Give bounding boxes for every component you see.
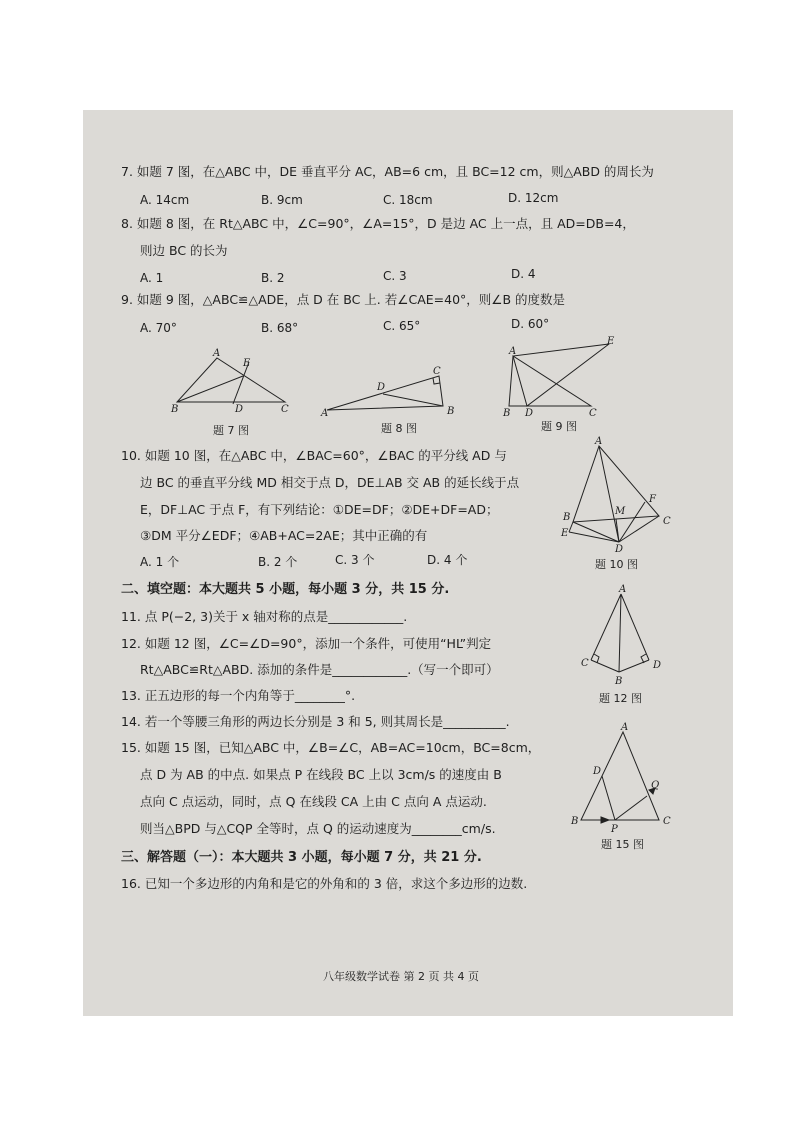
fig9-triangle-abc — [509, 356, 591, 406]
fig10-label-d: D — [615, 544, 624, 555]
fig7-label-a: A — [213, 348, 221, 359]
section-2-heading: 二、填空题：本大题共 5 小题，每小题 3 分，共 15 分. — [121, 582, 450, 597]
question-12-line-1: 12. 如题 12 图，∠C=∠D=90°，添加一个条件，可使用“HL”判定 — [121, 636, 492, 651]
figure-12 — [581, 584, 671, 687]
question-10-line-2: 边 BC 的垂直平分线 MD 相交于点 D，DE⊥AB 交 AB 的延长线于点 — [140, 475, 520, 490]
fig15-label-b: B — [571, 816, 579, 827]
figure-9 — [503, 336, 615, 419]
fig10-label-f: F — [649, 494, 656, 505]
fig9-triangle-ade — [513, 344, 609, 406]
fig15-segment-pq — [615, 796, 647, 820]
question-15-line-4: 则当△BPD 与△CQP 全等时，点 Q 的运动速度为________cm/s. — [140, 821, 496, 836]
q7-option-b: B. 9cm — [261, 193, 303, 207]
fig15-arrow-p — [601, 817, 609, 823]
fig10-label-a: A — [595, 436, 603, 447]
fig10-segment-de — [569, 532, 619, 542]
q9-option-c: C. 65° — [383, 319, 421, 333]
fig9-label-c: C — [589, 408, 597, 419]
figure-10 — [561, 436, 671, 555]
question-14: 14. 若一个等腰三角形的两边长分别是 3 和 5, 则其周长是__________. — [121, 714, 510, 729]
fig10-label-m: M — [615, 506, 626, 517]
fig10-label-e: E — [561, 528, 569, 539]
q9-option-b: B. 68° — [261, 321, 299, 335]
fig9-label-d: D — [525, 408, 534, 419]
fig9-caption: 题 9 图 — [541, 420, 577, 433]
question-7-text: 7. 如题 7 图，在△ABC 中，DE 垂直平分 AC，AB=6 cm，且 BC=12 cm，则△ABD 的周长为 — [121, 164, 654, 179]
q9-option-d: D. 60° — [511, 317, 550, 331]
question-15-line-3: 点向 C 点运动，同时，点 Q 在线段 CA 上由 C 点向 A 点运动. — [140, 794, 487, 809]
figure-15 — [571, 722, 677, 835]
fig15-segment-dp — [602, 776, 615, 820]
question-8-text: 8. 如题 8 图，在 Rt△ABC 中，∠C=90°，∠A=15°，D 是边 AC 上一点，且 AD=DB=4， — [121, 216, 635, 231]
fig12-label-c: C — [581, 658, 589, 669]
fig9-label-a: A — [509, 346, 517, 357]
fig12-label-d: D — [653, 660, 662, 671]
fig7-label-b: B — [171, 404, 179, 415]
question-8-text-2: 则边 BC 的长为 — [140, 243, 228, 258]
fig7-segment-ad — [177, 376, 243, 402]
fig8-label-a: A — [321, 408, 329, 419]
fig7-caption: 题 7 图 — [213, 424, 249, 437]
section-3-heading: 三、解答题（一）：本大题共 3 小题，每小题 7 分，共 21 分. — [121, 850, 482, 865]
fig8-segment-db — [383, 394, 443, 406]
question-11: 11. 点 P(−2, 3)关于 x 轴对称的点是____________. — [121, 609, 408, 624]
fig8-caption: 题 8 图 — [381, 422, 417, 435]
fig10-bisector-ad — [599, 446, 619, 542]
fig9-label-b: B — [503, 408, 511, 419]
fig12-segment-ab — [619, 594, 621, 672]
question-12-line-2: Rt△ABC≌Rt△ABD. 添加的条件是____________.（写一个即可） — [140, 662, 499, 677]
fig12-segment-cb — [591, 660, 619, 672]
fig10-segment-cd — [619, 516, 659, 542]
figure-7 — [171, 350, 301, 416]
fig12-label-a: A — [619, 584, 627, 595]
fig15-label-c: C — [663, 816, 671, 827]
fig12-segment-db — [619, 660, 649, 672]
fig12-label-b: B — [615, 676, 623, 687]
question-16: 16. 已知一个多边形的内角和是它的外角和的 3 倍，求这个多边形的边数. — [121, 876, 528, 891]
q10-option-b: B. 2 个 — [258, 555, 298, 569]
fig8-label-c: C — [433, 366, 441, 377]
fig10-caption: 题 10 图 — [595, 558, 638, 571]
q7-option-c: C. 18cm — [383, 193, 433, 207]
fig12-segment-ad — [621, 594, 649, 660]
question-13: 13. 正五边形的每一个内角等于________°. — [121, 688, 356, 703]
fig10-extension-ab — [569, 522, 573, 532]
q8-option-d: D. 4 — [511, 267, 536, 281]
fig15-label-p: P — [611, 824, 618, 835]
q10-option-a: A. 1 个 — [140, 555, 180, 569]
fig10-label-b: B — [563, 512, 571, 523]
q8-option-c: C. 3 — [383, 269, 407, 283]
q9-option-a: A. 70° — [140, 321, 177, 335]
fig7-label-e: E — [243, 358, 251, 369]
fig12-caption: 题 12 图 — [599, 692, 642, 705]
q10-option-d: D. 4 个 — [427, 553, 468, 567]
fig8-label-b: B — [447, 406, 455, 417]
fig10-segment-bd — [573, 522, 619, 542]
page-footer: 八年级数学试卷 第 2 页 共 4 页 — [323, 970, 479, 983]
exam-page — [83, 110, 733, 1016]
q8-option-b: B. 2 — [261, 271, 285, 285]
fig7-label-d: D — [235, 404, 244, 415]
fig15-label-a: A — [621, 722, 629, 733]
q8-option-a: A. 1 — [140, 271, 164, 285]
question-15-line-2: 点 D 为 AB 的中点. 如果点 P 在线段 BC 上以 3cm/s 的速度由 B — [140, 767, 502, 782]
q7-option-d: D. 12cm — [508, 191, 559, 205]
fig8-label-d: D — [377, 382, 386, 393]
question-10-line-3: E，DF⊥AC 于点 F，有下列结论：①DE=DF；②DE+DF=AD； — [140, 502, 499, 517]
fig15-label-d: D — [593, 766, 602, 777]
fig12-segment-ac — [591, 594, 621, 660]
figure-8 — [321, 366, 457, 419]
question-9-text: 9. 如题 9 图，△ABC≌△ADE，点 D 在 BC 上. 若∠CAE=40°，则∠B 的度数是 — [121, 292, 566, 307]
fig7-label-c: C — [281, 404, 289, 415]
fig15-label-q: Q — [651, 780, 660, 791]
question-10-line-4: ③DM 平分∠EDF；④AB+AC=2AE；其中正确的有 — [140, 528, 428, 543]
question-15-line-1: 15. 如题 15 图，已知△ABC 中，∠B=∠C，AB=AC=10cm，BC=8cm， — [121, 740, 541, 755]
fig9-label-e: E — [607, 336, 615, 347]
fig10-label-c: C — [663, 516, 671, 527]
q7-option-a: A. 14cm — [140, 193, 190, 207]
question-10-line-1: 10. 如题 10 图，在△ABC 中，∠BAC=60°，∠BAC 的平分线 AD 与 — [121, 448, 507, 463]
q10-option-c: C. 3 个 — [335, 553, 375, 567]
fig15-caption: 题 15 图 — [601, 838, 644, 851]
